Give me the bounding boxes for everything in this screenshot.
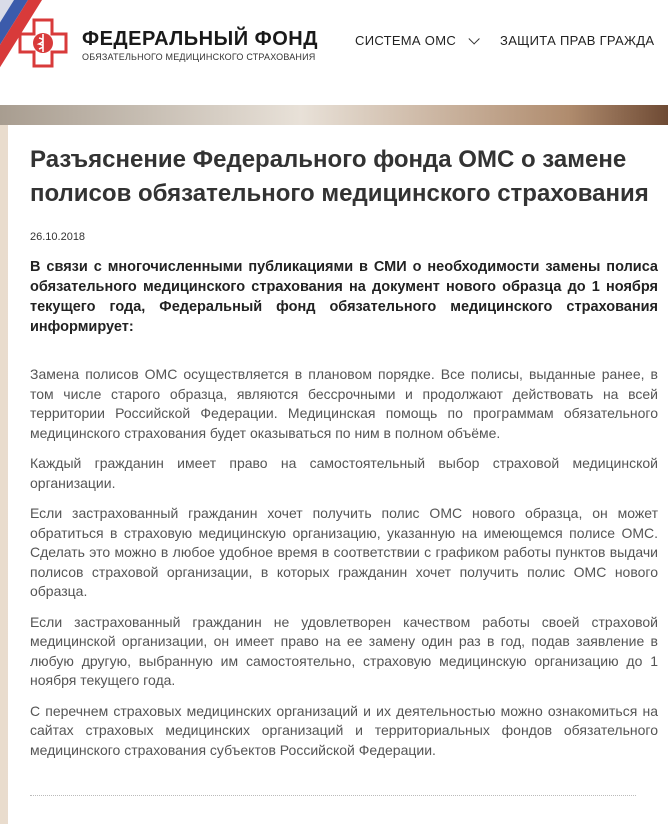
content-panel	[8, 125, 668, 824]
site-header	[0, 0, 668, 105]
medical-cross-logo-icon[interactable]	[18, 18, 68, 68]
article-paragraph: Замена полисов ОМС осуществляется в плановом порядке. Все полисы, выданные ранее, в том числе старого образца, являются бессрочными и продолжают действовать на всей территории Российской Федерации. Медицинская помощь по программам обязательного медицинского страхования будет оказываться по ним в полном объёме.	[30, 366, 658, 441]
chevron-down-icon	[469, 33, 480, 44]
logo-subtitle: ОБЯЗАТЕЛЬНОГО МЕДИЦИНСКОГО СТРАХОВАНИЯ	[82, 52, 316, 62]
article-paragraph: С перечнем страховых медицинских организаций и их деятельностью можно ознакомиться на сайтах страховых медицинских организаций и территориальных фондов обязательного медицинского страхования субъектов Российской Федерации.	[30, 702, 658, 758]
nav-item-system-oms[interactable]	[355, 33, 476, 48]
logo-title: ФЕДЕРАЛЬНЫЙ ФОНД	[82, 28, 318, 50]
article-body	[30, 365, 658, 760]
nav-item-label: СИСТЕМА ОМС	[355, 33, 457, 48]
hero-image-strip	[0, 105, 668, 125]
article-paragraph: Если застрахованный гражданин не удовлетворен качеством работы своей страховой медицинской организации, он имеет право на ее замену один раз в год, подав заявление в любую другую, выбранную им самостоятельно, страховую медицинскую организацию до 1 ноября текущего года.	[30, 613, 658, 688]
article	[30, 143, 658, 771]
article-title: Разъяснение Федерального фонда ОМС о замене полисов обязательного медицинского страхования	[30, 146, 649, 207]
article-paragraph: Если застрахованный гражданин хочет получить полис ОМС нового образца, он может обратиться в страховую медицинскую организацию, указанную на имеющемся полисе ОМС. Сделать это можно в любое удобное время в соответствии с графиком работы пунктов выдачи полисов страховой организации, в которых гражданин хочет получить полис ОМС нового образца.	[30, 505, 658, 599]
article-date: 26.10.2018	[30, 231, 86, 243]
article-lead: В связи с многочисленными публикациями в СМИ о необходимости замены полиса обязательного медицинского страхования на документ нового образца до 1 ноября текущего года, Федеральный фонд обязательного медицинского страхования информирует:	[30, 259, 658, 335]
logo-text[interactable]	[82, 28, 318, 62]
nav-item-label: ЗАЩИТА ПРАВ ГРАЖДА	[500, 33, 655, 48]
nav-item-citizens-rights[interactable]	[500, 33, 654, 48]
article-paragraph: Каждый гражданин имеет право на самостоятельный выбор страховой медицинской организации.	[30, 455, 658, 491]
article-divider	[30, 795, 636, 796]
main-nav	[355, 33, 654, 48]
